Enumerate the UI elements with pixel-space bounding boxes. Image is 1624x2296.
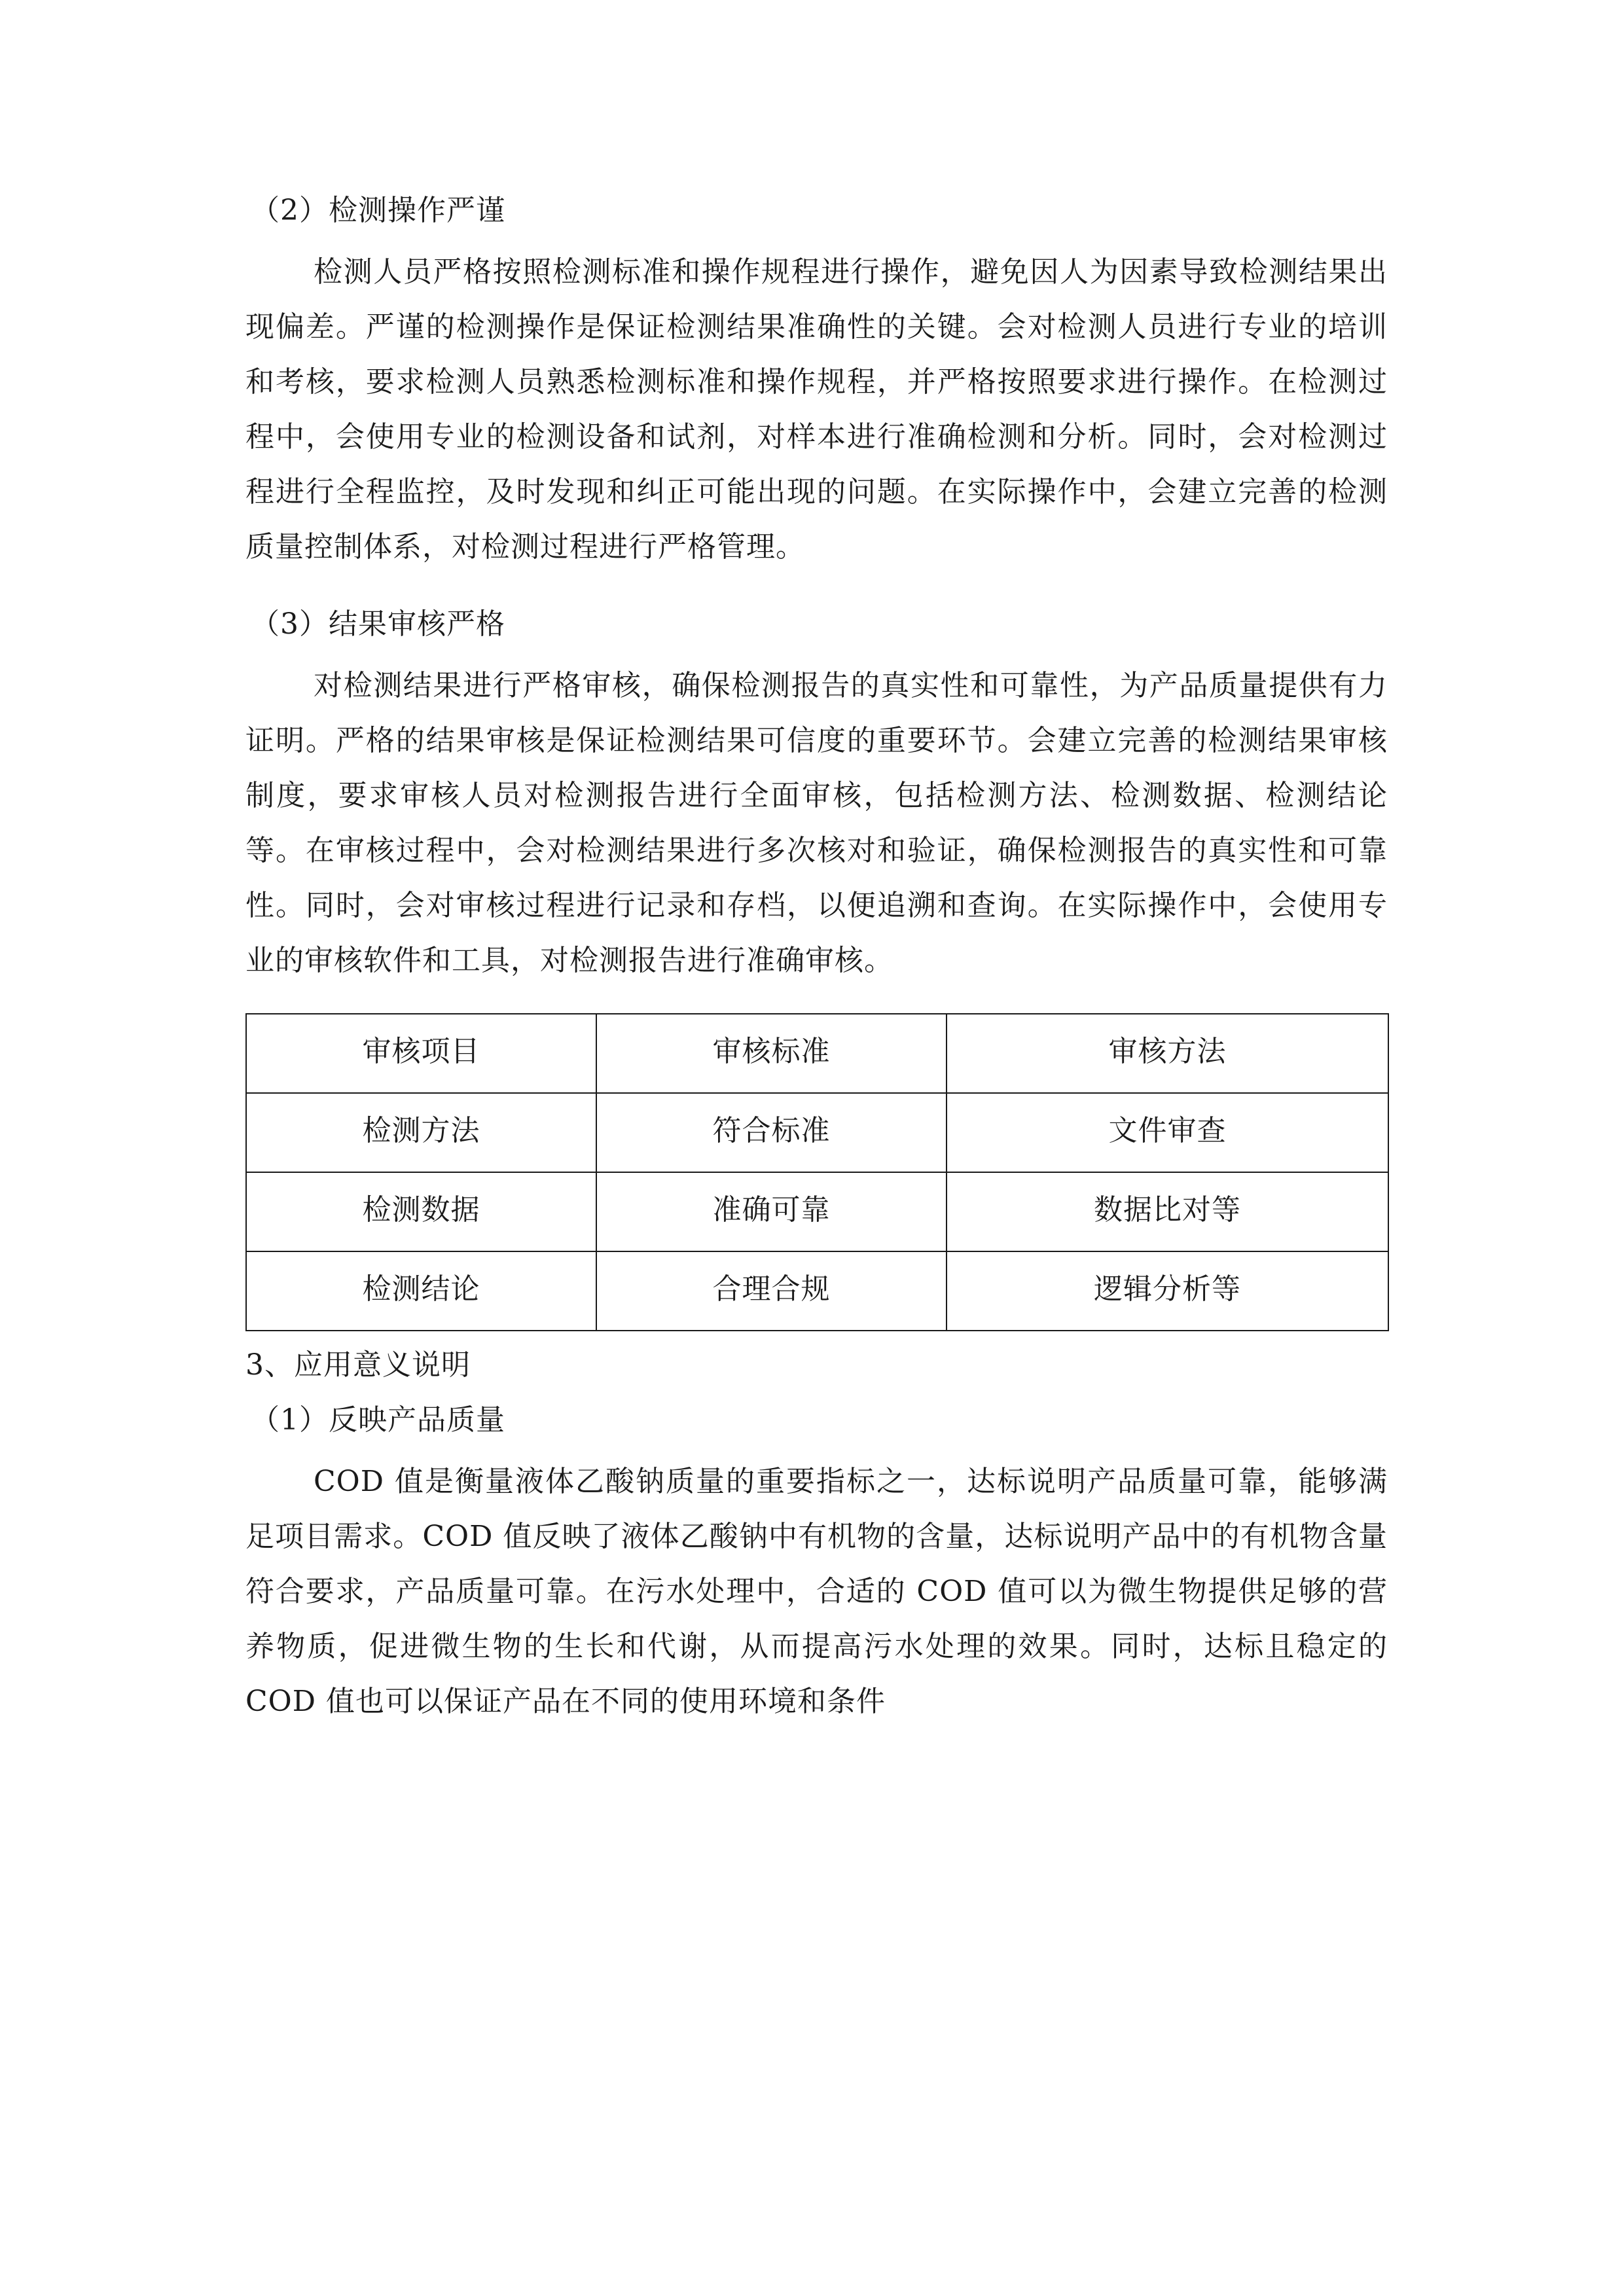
table-header-cell: 审核项目: [246, 1014, 596, 1093]
application-paragraph: COD 值是衡量液体乙酸钠质量的重要指标之一，达标说明产品质量可靠，能够满足项目需求。COD 值反映了液体乙酸钠中有机物的含量，达标说明产品中的有机物含量符合要求，产品质量可靠。在污水处理中，合适的 COD 值可以为微生物提供足够的营养物质，促进微生物的生长和代谢，从而提高污水处理的效果。同时，达标且稳定的 COD 值也可以保证产品在不同的使用环境和条件: [245, 1465, 1388, 1718]
table-cell: 检测结论: [246, 1251, 596, 1331]
table-cell: 检测方法: [246, 1093, 596, 1172]
application-sub-heading: （1）反映产品质量: [251, 1403, 505, 1437]
section-2-heading: （2）检测操作严谨: [251, 194, 505, 227]
table-cell: 检测数据: [246, 1172, 596, 1251]
table-row: [246, 1093, 1388, 1172]
audit-table: [245, 1013, 1389, 1331]
application-section-title: 3、应用意义说明: [245, 1348, 471, 1382]
section-2-paragraph: 检测人员严格按照检测标准和操作规程进行操作，避免因人为因素导致检测结果出现偏差。严谨的检测操作是保证检测结果准确性的关键。会对检测人员进行专业的培训和考核，要求检测人员熟悉检测标准和操作规程，并严格按照要求进行操作。在检测过程中，会使用专业的检测设备和试剂，对样本进行准确检测和分析。同时，会对检测过程进行全程监控，及时发现和纠正可能出现的问题。在实际操作中，会建立完善的检测质量控制体系，对检测过程进行严格管理。: [245, 255, 1388, 564]
table-cell: 准确可靠: [596, 1172, 947, 1251]
section-3-paragraph: 对检测结果进行严格审核，确保检测报告的真实性和可靠性，为产品质量提供有力证明。严格的结果审核是保证检测结果可信度的重要环节。会建立完善的检测结果审核制度，要求审核人员对检测报告进行全面审核，包括检测方法、检测数据、检测结论等。在审核过程中，会对检测结果进行多次核对和验证，确保检测报告的真实性和可靠性。同时，会对审核过程进行记录和存档，以便追溯和查询。在实际操作中，会使用专业的审核软件和工具，对检测报告进行准确审核。: [245, 669, 1388, 977]
document-page: [245, 190, 1388, 1729]
table-cell: 符合标准: [596, 1093, 947, 1172]
table-cell: 合理合规: [596, 1251, 947, 1331]
table-row: [246, 1172, 1388, 1251]
table-cell: 文件审查: [947, 1093, 1388, 1172]
section-3-heading: （3）结果审核严格: [251, 607, 505, 641]
table-header-cell: 审核方法: [947, 1014, 1388, 1093]
table-cell: 数据比对等: [947, 1172, 1388, 1251]
table-cell: 逻辑分析等: [947, 1251, 1388, 1331]
table-header-row: [246, 1014, 1388, 1093]
table-row: [246, 1251, 1388, 1331]
table-header-cell: 审核标准: [596, 1014, 947, 1093]
